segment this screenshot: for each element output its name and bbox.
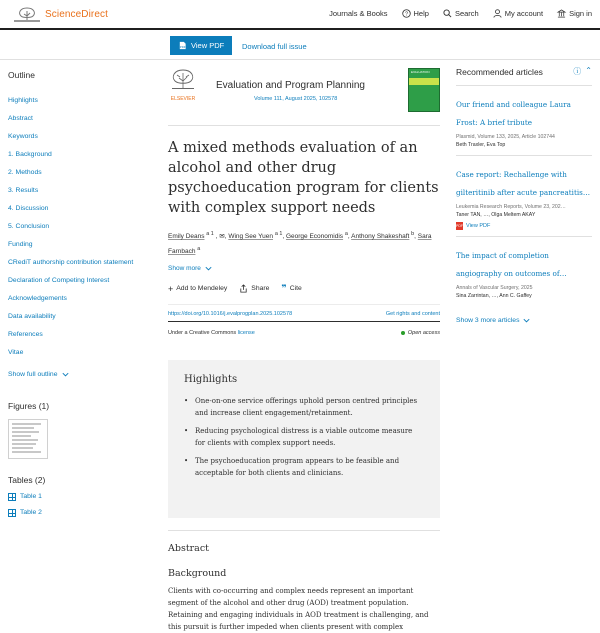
- chevron-down-icon: [204, 264, 213, 273]
- person-icon: [493, 9, 502, 18]
- author-affiliation: a 1: [274, 231, 283, 237]
- open-access-badge: [401, 330, 440, 336]
- open-access-icon: [401, 331, 405, 335]
- recommended-view-pdf-link[interactable]: [456, 222, 592, 230]
- recommended-article-source: Annals of Vascular Surgery, 2025: [456, 285, 533, 291]
- elsevier-tree-icon: [168, 68, 198, 90]
- outline-item-background[interactable]: 1. Background: [8, 151, 52, 158]
- recommended-article: [456, 86, 592, 156]
- sciencedirect-logo[interactable]: [14, 5, 108, 23]
- recommended-article-title[interactable]: The impact of completion angiography on outcomes of…: [456, 251, 567, 278]
- show-more-authors-button[interactable]: [168, 264, 440, 273]
- plus-icon: +: [168, 283, 174, 294]
- abstract-heading: Abstract: [168, 530, 440, 554]
- highlight-item: • The psychoeducation program appears to be feasible and acceptable for both clients and clinicians.: [184, 455, 424, 479]
- sign-in-label: Sign in: [569, 9, 592, 18]
- search-icon: [443, 9, 452, 18]
- table-1-link[interactable]: [8, 492, 150, 501]
- outline-list: [8, 92, 150, 362]
- help-link[interactable]: [402, 9, 429, 18]
- license-row: [168, 330, 440, 336]
- tables-heading: Tables (2): [8, 475, 46, 485]
- highlights-box: [168, 360, 440, 518]
- recommended-sidebar: [456, 66, 592, 325]
- author-affiliation: a: [344, 231, 348, 237]
- outline-sidebar: [8, 70, 150, 517]
- chevron-down-icon: [522, 316, 531, 325]
- publisher-name: ELSEVIER: [170, 96, 196, 102]
- cite-button[interactable]: [281, 283, 301, 294]
- sign-in-link[interactable]: [557, 9, 592, 18]
- highlight-item: • One-on-one service offerings uphold person centred principles and increase client engagement/retainment.: [184, 395, 424, 419]
- outline-item-highlights[interactable]: Highlights: [8, 97, 38, 104]
- recommended-article-authors: Beth Traxler, Eva Top: [456, 142, 506, 148]
- svg-text:?: ?: [404, 11, 408, 18]
- top-navigation-bar: [0, 0, 600, 30]
- add-to-mendeley-button[interactable]: [168, 283, 227, 294]
- show-full-outline-button[interactable]: [8, 370, 150, 379]
- author-link[interactable]: Wing See Yuen: [228, 233, 274, 241]
- highlight-item: • Reducing psychological distress is a viable outcome measure for clients with complex support needs.: [184, 425, 424, 449]
- show-more-articles-button[interactable]: [456, 316, 592, 325]
- mail-icon[interactable]: , ✉: [215, 233, 225, 241]
- quote-icon: ❞: [281, 283, 287, 294]
- table-icon: [8, 493, 16, 501]
- top-nav-links: [329, 9, 592, 18]
- svg-text:PDF: PDF: [179, 44, 186, 49]
- recommended-article-authors: Taner TAN, …, Olga Meltem AKAY: [456, 212, 536, 218]
- table-icon: [8, 509, 16, 517]
- outline-item-vitae[interactable]: Vitae: [8, 349, 24, 356]
- table-2-link[interactable]: [8, 508, 150, 517]
- journal-title-link[interactable]: Evaluation and Program Planning: [216, 80, 365, 91]
- figure-thumbnail[interactable]: [8, 419, 48, 459]
- share-button[interactable]: [239, 283, 269, 294]
- institution-icon: [557, 9, 566, 18]
- outline-item-keywords[interactable]: Keywords: [8, 133, 38, 140]
- journal-volume-link[interactable]: Volume 111, August 2025, 102578: [254, 96, 338, 102]
- background-heading: Background: [168, 568, 227, 580]
- outline-item-acknowledgements[interactable]: Acknowledgements: [8, 295, 67, 302]
- figures-heading: Figures (1): [8, 401, 50, 411]
- author-affiliation: a: [197, 246, 201, 253]
- article-actions: [168, 283, 440, 294]
- show-more-articles-label: Show 3 more articles: [456, 317, 520, 324]
- search-link[interactable]: [443, 9, 479, 18]
- my-account-label: My account: [504, 9, 544, 18]
- outline-item-references[interactable]: References: [8, 331, 43, 338]
- author-list: Emily Deans $^{a 1}$ , ✉, Wing See Yuen $^{a 1}$, George Economidis $^a$, Anthony Shakeshaft $^b$, Sara Farnbach $^a$: [168, 231, 432, 256]
- pdf-icon: [178, 41, 187, 50]
- mendeley-label: Add to Mendeley: [176, 285, 228, 293]
- cite-label: Cite: [289, 285, 302, 293]
- recommended-article-source: Leukemia Research Reports, Volume 23, 202…: [456, 204, 566, 210]
- pdf-icon: PDF: [456, 224, 463, 228]
- recommended-header: [456, 66, 592, 86]
- outline-item-funding[interactable]: Funding: [8, 241, 33, 248]
- background-paragraph: Clients with co-occurring and complex needs represent an important segment of the alcohol and other drug (AOD) treatment population. Retaining and engaging individuals in AOD treatment is challenging, and this pursuit is further impeded when clients present with complex: [168, 587, 429, 632]
- info-icon[interactable]: ⓘ: [573, 67, 582, 76]
- chevron-down-icon: [61, 370, 70, 379]
- my-account-link[interactable]: [493, 9, 543, 18]
- help-label: Help: [413, 9, 429, 18]
- show-more-label: Show more: [168, 265, 201, 273]
- license-link[interactable]: license: [237, 330, 255, 337]
- table-1-label: Table 1: [20, 493, 42, 500]
- journal-cover-image[interactable]: [408, 68, 440, 112]
- author-link[interactable]: Emily Deans: [168, 233, 205, 241]
- brand-name: ScienceDirect: [45, 8, 108, 20]
- cover-label: EVALUATION: [411, 70, 430, 74]
- recommended-heading: Recommended articles: [456, 66, 543, 77]
- collapse-chevron-icon[interactable]: ⌃: [585, 66, 592, 75]
- outline-item-competing-interest[interactable]: Declaration of Competing Interest: [8, 277, 110, 284]
- license-prefix: Under a Creative Commons: [168, 330, 237, 337]
- recommended-article-title[interactable]: Our friend and colleague Laura Frost: A brief tribute: [456, 100, 571, 127]
- outline-heading: Outline: [8, 70, 35, 80]
- recommended-view-pdf-label: View PDF: [466, 223, 491, 229]
- download-full-issue-link[interactable]: Download full issue: [242, 42, 307, 51]
- help-icon: [402, 9, 411, 18]
- table-2-label: Table 2: [20, 509, 42, 516]
- article-main: [168, 66, 440, 633]
- recommended-article-authors: Sina Zarrintan, …, Ann C. Gaffey: [456, 293, 532, 299]
- recommended-article: [456, 237, 592, 306]
- view-pdf-label: View PDF: [191, 41, 225, 50]
- journals-books-label: Journals & Books: [329, 9, 388, 18]
- rights-link[interactable]: Get rights and content: [385, 311, 440, 318]
- doi-link[interactable]: https://doi.org/10.1016/j.evalprogplan.2025.102578: [168, 311, 293, 318]
- recommended-article-title[interactable]: Case report: Rechallenge with gilteritinib after acute pancreatitis…: [456, 170, 591, 197]
- search-label: Search: [454, 9, 479, 18]
- outline-item-data-availability[interactable]: Data availability: [8, 313, 56, 320]
- article-toolbar: [0, 32, 600, 60]
- outline-item-methods[interactable]: 2. Methods: [8, 169, 42, 176]
- license-text: [168, 330, 255, 336]
- doi-row: [168, 304, 440, 322]
- author-link[interactable]: Anthony Shakeshaft: [351, 233, 410, 241]
- view-pdf-button[interactable]: [170, 36, 232, 55]
- outline-item-credit[interactable]: CRediT authorship contribution statement: [8, 259, 134, 266]
- elsevier-tree-icon: [14, 5, 40, 23]
- outline-item-discussion[interactable]: 4. Discussion: [8, 205, 49, 212]
- recommended-article-source: Plasmid, Volume 133, 2025, Article 102744: [456, 134, 555, 140]
- elsevier-logo[interactable]: [168, 68, 198, 102]
- recommended-article: [456, 156, 592, 237]
- outline-item-abstract[interactable]: Abstract: [8, 115, 33, 122]
- share-label: Share: [251, 285, 270, 293]
- outline-item-results[interactable]: 3. Results: [8, 187, 39, 194]
- show-full-outline-label: Show full outline: [8, 371, 58, 378]
- author-affiliation: a 1: [206, 231, 214, 237]
- outline-item-conclusion[interactable]: 5. Conclusion: [8, 223, 50, 230]
- author-link[interactable]: George Economidis: [285, 233, 344, 241]
- author-affiliation: b: [411, 231, 415, 237]
- author-link[interactable]: Sara Farnbach: [168, 233, 432, 256]
- open-access-label: Open access: [407, 330, 440, 337]
- share-icon: [239, 284, 248, 293]
- article-title: A mixed methods evaluation of an alcohol and other drug psychoeducation program for clients with complex support needs: [168, 140, 439, 216]
- highlights-heading: Highlights: [184, 374, 238, 386]
- journals-books-link[interactable]: [329, 9, 387, 18]
- journal-header: [168, 66, 440, 126]
